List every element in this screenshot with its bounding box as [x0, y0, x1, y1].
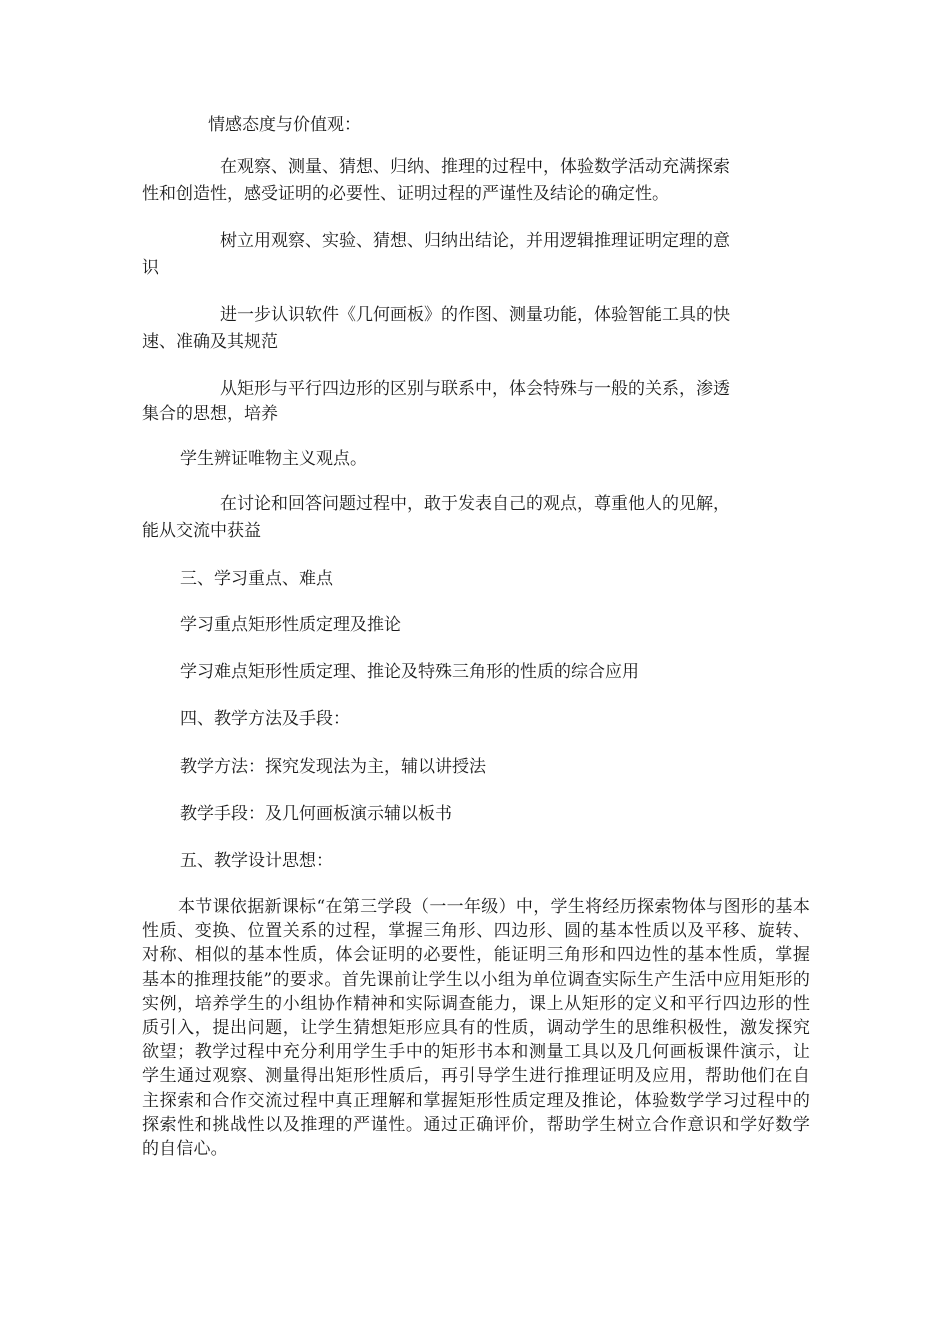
- difficult-point: 学习难点矩形性质定理、推论及特殊三角形的性质的综合应用: [180, 662, 639, 682]
- teaching-means: 教学手段：及几何画板演示辅以板书: [180, 804, 452, 824]
- para-2-line-1: 树立用观察、实验、猜想、归纳出结论，并用逻辑推理证明定理的意: [220, 231, 730, 251]
- section-3-title: 三、学习重点、难点: [180, 569, 333, 589]
- heading-attitude: 情感态度与价值观：: [208, 115, 361, 135]
- para-4-line-2: 集合的思想，培养: [142, 404, 278, 424]
- para-2-line-2: 识: [142, 258, 159, 278]
- section-4-title: 四、教学方法及手段：: [180, 709, 350, 729]
- para-1-line-1: 在观察、测量、猜想、归纳、推理的过程中，体验数学活动充满探索: [220, 157, 730, 177]
- para-6-line-1: 在讨论和回答问题过程中，敢于发表自己的观点，尊重他人的见解，: [220, 494, 730, 514]
- para-6-line-2: 能从交流中获益: [142, 521, 261, 541]
- key-point: 学习重点矩形性质定理及推论: [180, 615, 401, 635]
- para-3-line-1: 进一步认识软件《几何画板》的作图、测量功能，体验智能工具的快: [220, 305, 730, 325]
- para-5: 学生辨证唯物主义观点。: [180, 449, 367, 469]
- teaching-method: 教学方法：探究发现法为主，辅以讲授法: [180, 757, 486, 777]
- para-4-line-1: 从矩形与平行四边形的区别与联系中，体会特殊与一般的关系，渗透: [220, 379, 730, 399]
- para-1-line-2: 性和创造性，感受证明的必要性、证明过程的严谨性及结论的确定性。: [142, 184, 669, 204]
- design-paragraph: 本节课依据新课标“在第三学段（一一年级）中，学生将经历探索物体与图形的基本性质、变换、位置关系的过程，掌握三角形、四边形、圆的基本性质以及平移、旋转、对称、相似的基本性质，体会证明的必要性，能证明三角形和四边性的基本性质，掌握基本的推理技能”的要求。首先课前让学生以小组为单位调查实际生产生活中应用矩形的实例，培养学生的小组协作精神和实际调查能力，课上从矩形的定义和平行四边形的性质引入，提出问题，让学生猜想矩形应具有的性质，调动学生的思维积极性，激发探究欲望；教学过程中充分利用学生手中的矩形书本和测量工具以及几何画板课件演示，让学生通过观察、测量得出矩形性质后，再引导学生进行推理证明及应用，帮助他们在自主探索和合作交流过程中真正理解和掌握矩形性质定理及推论，体验数学学习过程中的探索性和挑战性以及推理的严谨性。通过正确评价，帮助学生树立合作意识和学好数学的自信心。: [142, 897, 810, 1160]
- section-5-title: 五、教学设计思想：: [180, 851, 333, 871]
- para-3-line-2: 速、准确及其规范: [142, 332, 278, 352]
